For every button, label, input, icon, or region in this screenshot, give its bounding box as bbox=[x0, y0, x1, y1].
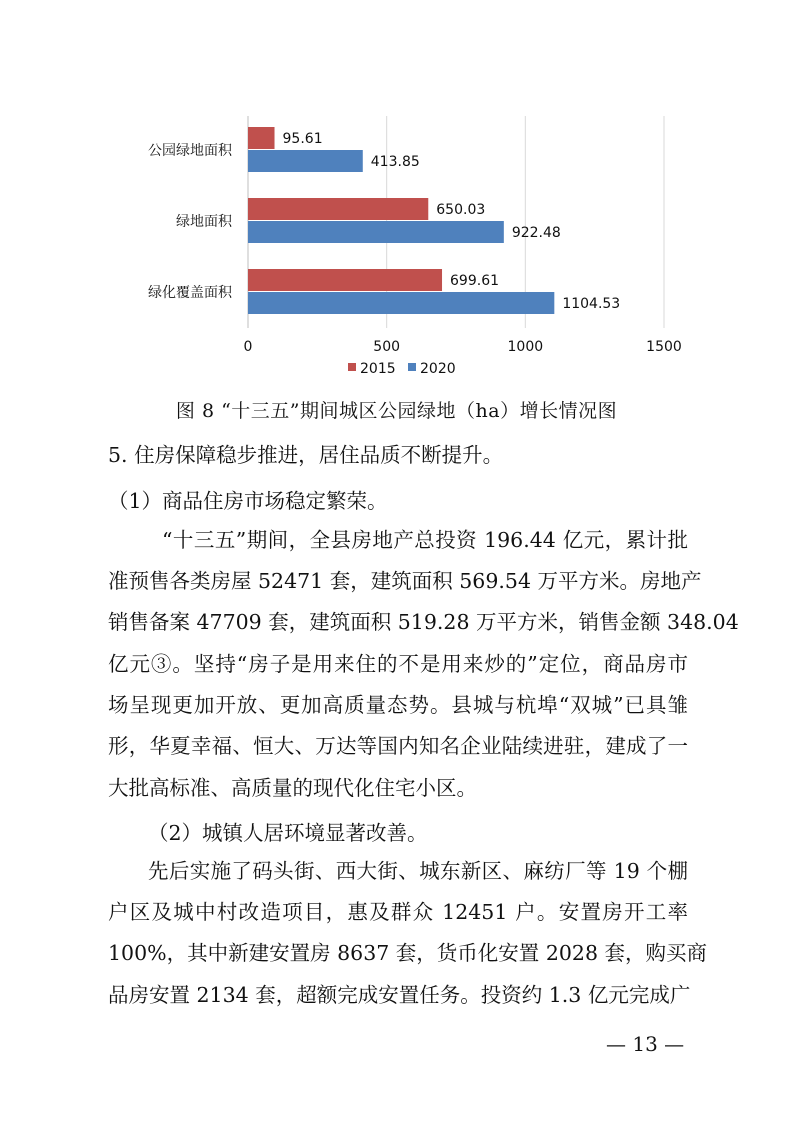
page-number: — 13 — bbox=[606, 1032, 685, 1056]
data-label: 650.03 bbox=[436, 202, 486, 218]
x-tick-label: 0 bbox=[243, 339, 253, 355]
paragraph-line: 100%，其中新建安置房 8637 套，货币化安置 2028 套，购买商 bbox=[108, 941, 708, 965]
bar-2015 bbox=[248, 127, 275, 149]
x-tick-label: 500 bbox=[373, 339, 401, 355]
category-label: 绿化覆盖面积 bbox=[148, 285, 232, 301]
subheading-2: （2）城镇人居环境显著改善。 bbox=[148, 821, 428, 845]
paragraph-line: 亿元③。坚持“房子是用来住的不是用来炒的”定位，商品房市 bbox=[108, 652, 688, 676]
category-label: 绿地面积 bbox=[176, 214, 232, 230]
legend-swatch bbox=[408, 363, 416, 371]
data-label: 699.61 bbox=[450, 273, 500, 289]
bar-2015 bbox=[248, 269, 442, 291]
paragraph-line: 品房安置 2134 套，超额完成安置任务。投资约 1.3 亿元完成广 bbox=[108, 983, 691, 1007]
x-tick-label: 1000 bbox=[507, 339, 544, 355]
legend-label: 2020 bbox=[420, 361, 456, 377]
data-label: 95.61 bbox=[282, 131, 323, 147]
data-label: 413.85 bbox=[370, 154, 420, 170]
data-label: 922.48 bbox=[511, 225, 561, 241]
category-label: 公园绿地面积 bbox=[148, 143, 232, 159]
subheading-1: （1）商品住房市场稳定繁荣。 bbox=[108, 489, 388, 513]
paragraph-line: 销售备案 47709 套，建筑面积 519.28 万平方米，销售金额 348.04 bbox=[108, 610, 739, 634]
data-label: 1104.53 bbox=[562, 296, 621, 312]
bar-chart bbox=[0, 0, 793, 400]
legend-swatch bbox=[348, 363, 356, 371]
paragraph-line: 户区及城中村改造项目，惠及群众 12451 户。安置房开工率 bbox=[108, 900, 688, 924]
paragraph-line: 先后实施了码头街、西大街、城东新区、麻纺厂等 19 个棚 bbox=[148, 859, 688, 883]
paragraph-line: 大批高标准、高质量的现代化住宅小区。 bbox=[108, 776, 477, 800]
paragraph-line: 形，华夏幸福、恒大、万达等国内知名企业陆续进驻，建成了一 bbox=[108, 734, 688, 758]
bar-2020 bbox=[248, 221, 504, 243]
bar-2015 bbox=[248, 198, 428, 220]
paragraph-line: 准预售各类房屋 52471 套，建筑面积 569.54 万平方米。房地产 bbox=[108, 569, 702, 593]
bar-2020 bbox=[248, 292, 554, 314]
paragraph-line: 场呈现更加开放、更加高质量态势。县城与杭埠“双城”已具雏 bbox=[108, 693, 688, 717]
figure-caption: 图 8 “十三五”期间城区公园绿地（ha）增长情况图 bbox=[175, 400, 618, 422]
heading-5: 5. 住房保障稳步推进，居住品质不断提升。 bbox=[108, 443, 504, 467]
paragraph-line: “十三五”期间，全县房地产总投资 196.44 亿元，累计批 bbox=[162, 528, 688, 552]
x-tick-label: 1500 bbox=[646, 339, 682, 355]
legend-label: 2015 bbox=[360, 361, 396, 377]
bar-2020 bbox=[248, 150, 363, 172]
